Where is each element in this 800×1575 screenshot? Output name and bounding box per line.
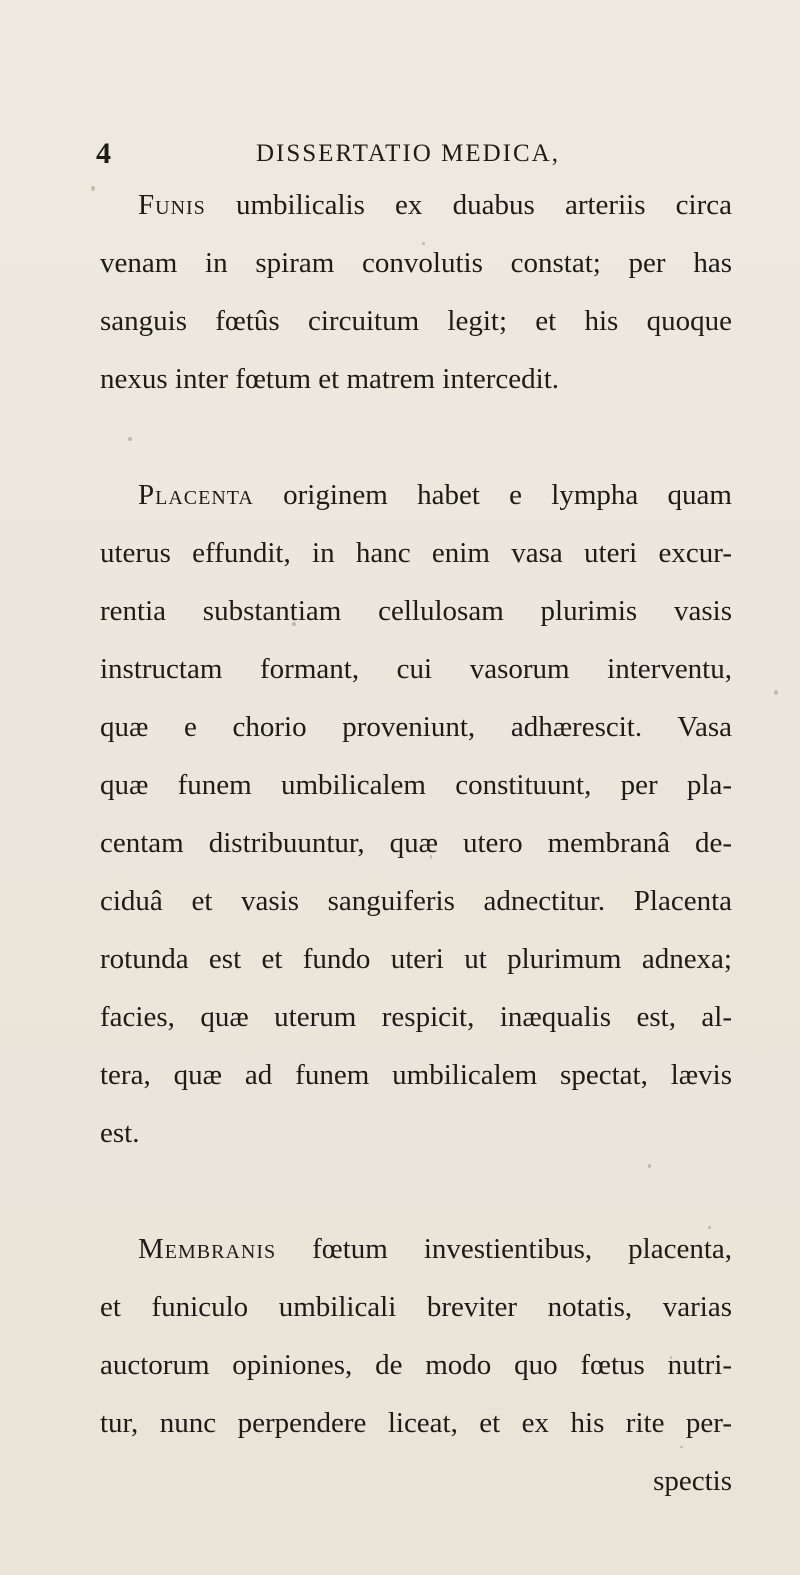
text-line: tera, quæ ad funem umbilicalem spectat, lævis	[100, 1059, 732, 1091]
line-text: originem habet e lympha quam	[253, 479, 732, 511]
paragraph-placenta	[100, 466, 732, 1162]
text-line: venam in spiram convolutis constat; per has	[100, 247, 732, 279]
paper-speck	[422, 242, 425, 245]
running-head: DISSERTATIO MEDICA,	[256, 140, 560, 167]
paragraph-lead-word: Placenta	[138, 479, 254, 511]
text-line: facies, quæ uterum respicit, inæqualis est, al-	[100, 1001, 732, 1033]
text-line: et funiculo umbilicali breviter notatis, varias	[100, 1291, 732, 1323]
paragraph-gap	[100, 408, 732, 466]
text-line	[100, 466, 732, 524]
text-line: quæ funem umbilicalem constituunt, per pla-	[100, 769, 732, 801]
paper-speck	[292, 622, 296, 626]
catchword: spectis	[653, 1465, 732, 1497]
text-line: instructam formant, cui vasorum interventu,	[100, 653, 732, 685]
text-line: sanguis fœtûs circuitum legit; et his quoque	[100, 305, 732, 337]
page-number: 4	[96, 137, 111, 170]
line-text: umbilicalis ex duabus arteriis circa	[205, 189, 732, 221]
paragraph-lead-word: Membranis	[138, 1233, 277, 1265]
text-line	[100, 1220, 732, 1278]
text-line: rotunda est et fundo uteri ut plurimum adnexa;	[100, 943, 732, 975]
paragraph-gap	[100, 1162, 732, 1220]
line-text: fœtum investientibus, placenta,	[276, 1233, 732, 1265]
paper-speck	[430, 855, 432, 859]
paper-speck	[708, 1226, 711, 1229]
text-line: auctorum opiniones, de modo quo fœtus nutri-	[100, 1349, 732, 1381]
paragraph-lead-word: Funis	[138, 189, 206, 221]
paper-speck	[128, 437, 132, 441]
paper-speck	[680, 1446, 683, 1448]
body-text	[100, 176, 732, 1510]
text-line: centam distribuuntur, quæ utero membranâ de-	[100, 827, 732, 859]
text-line: est.	[100, 1117, 140, 1149]
text-line: ciduâ et vasis sanguiferis adnectitur. Placenta	[100, 885, 732, 917]
paragraph-membranis	[100, 1220, 732, 1452]
paper-speck	[670, 1356, 672, 1359]
text-line: tur, nunc perpendere liceat, et ex his rite per-	[100, 1407, 732, 1439]
text-line: uterus effundit, in hanc enim vasa uteri excur-	[100, 537, 732, 569]
text-line: nexus inter fœtum et matrem intercedit.	[100, 363, 560, 395]
paper-speck	[648, 1164, 651, 1168]
paper-speck	[774, 690, 778, 695]
text-line: quæ e chorio proveniunt, adhærescit. Vasa	[100, 711, 732, 743]
text-line	[100, 176, 732, 234]
page-header	[96, 134, 736, 174]
paper-speck	[91, 186, 95, 191]
text-line: rentia substantiam cellulosam plurimis vasis	[100, 595, 732, 627]
paragraph-funis	[100, 176, 732, 408]
